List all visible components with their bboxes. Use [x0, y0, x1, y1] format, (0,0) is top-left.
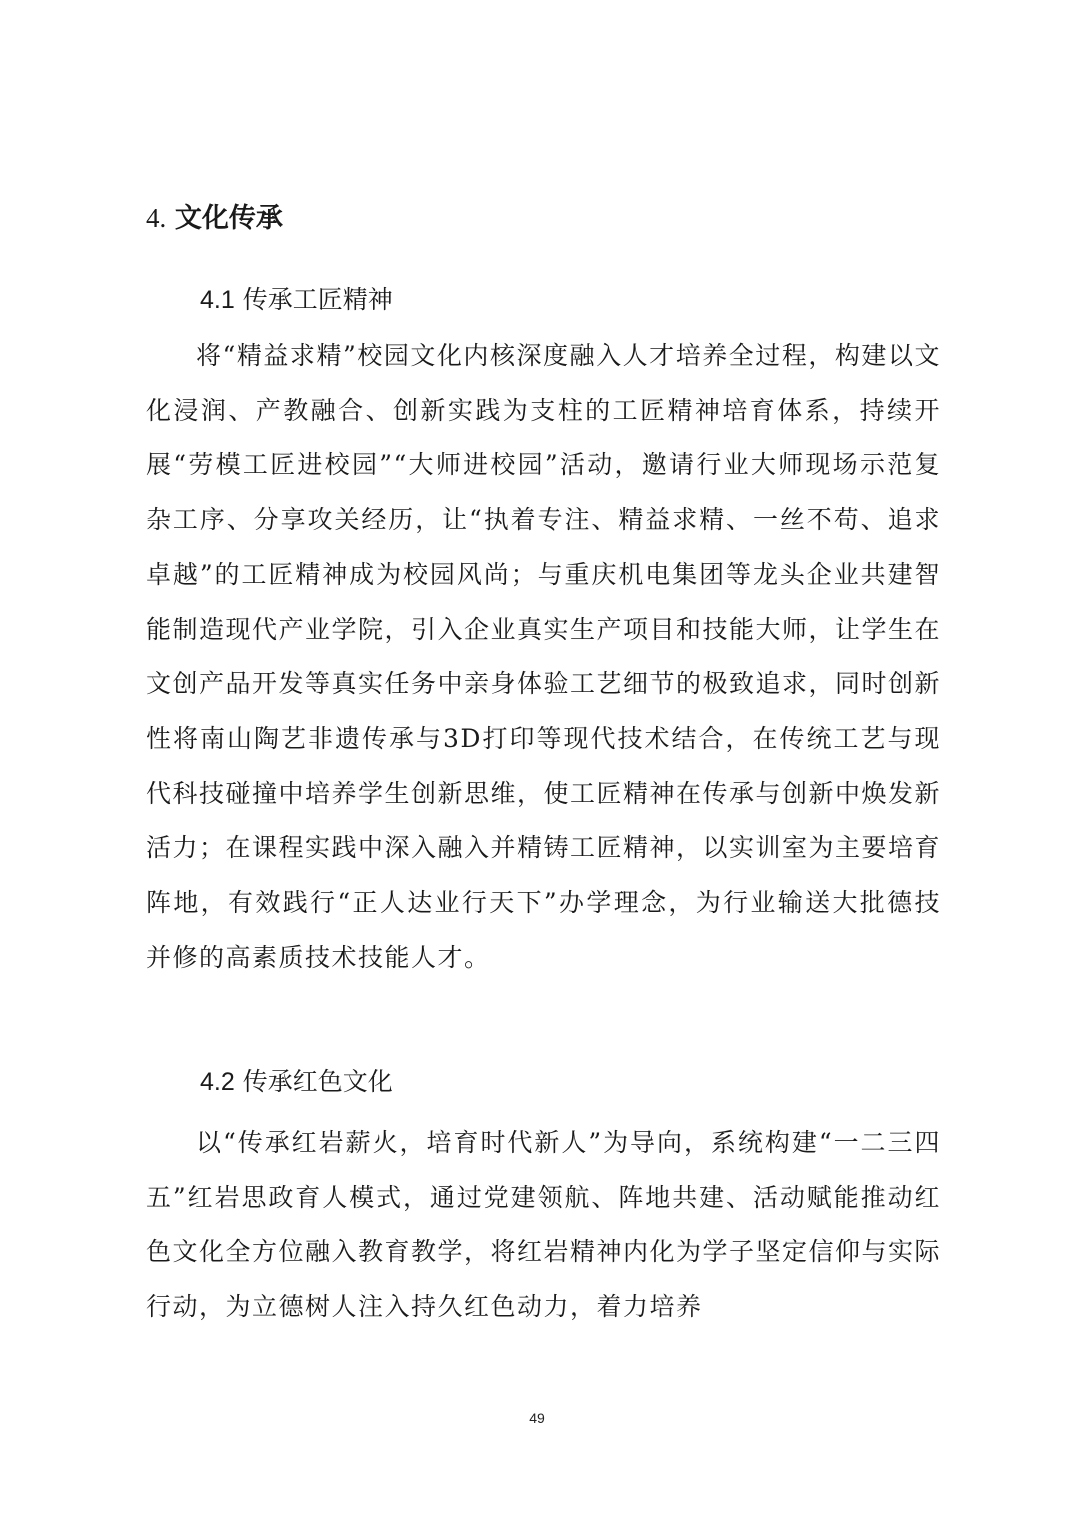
section-number: 4.	[146, 203, 167, 233]
subsection-title: 传承工匠精神	[242, 285, 393, 314]
subsection-title: 传承红色文化	[242, 1067, 393, 1096]
section-title: 文化传承	[174, 203, 283, 234]
page-number: 49	[529, 1410, 545, 1426]
body-paragraph-4-1: 将“精益求精”校园文化内核深度融入人才培养全过程，构建以文化浸润、产教融合、创新实践为支柱的工匠精神培育体系，持续开展“劳模工匠进校园”“大师进校园”活动，邀请行业大师现场示范复杂工序、分享攻关经历，让“执着专注、精益求精、一丝不苟、追求卓越”的工匠精神成为校园风尚；与重庆机电集团等龙头企业共建智能制造现代产业学院，引入企业真实生产项目和技能大师，让学生在文创产品开发等真实任务中亲身体验工艺细节的极致追求，同时创新性将南山陶艺非遗传承与3D打印等现代技术结合，在传统工艺与现代科技碰撞中培养学生创新思维，使工匠精神在传承与创新中焕发新活力；在课程实践中深入融入并精铸工匠精神，以实训室为主要培育阵地，有效践行“正人达业行天下”办学理念，为行业输送大批德技并修的高素质技术技能人才。	[146, 341, 942, 972]
subsection-number: 4.2	[200, 1068, 235, 1096]
subsection-heading-4-1	[200, 280, 393, 320]
subsection-number: 4.1	[200, 286, 235, 314]
section-heading	[146, 198, 283, 239]
subsection-heading-4-2	[200, 1062, 393, 1102]
body-paragraph-4-2: 以“传承红岩薪火，培育时代新人”为导向，系统构建“一二三四五”红岩思政育人模式，通过党建领航、阵地共建、活动赋能推动红色文化全方位融入教育教学，将红岩精神内化为学子坚定信仰与实际行动，为立德树人注入持久红色动力，着力培养	[146, 1128, 941, 1322]
